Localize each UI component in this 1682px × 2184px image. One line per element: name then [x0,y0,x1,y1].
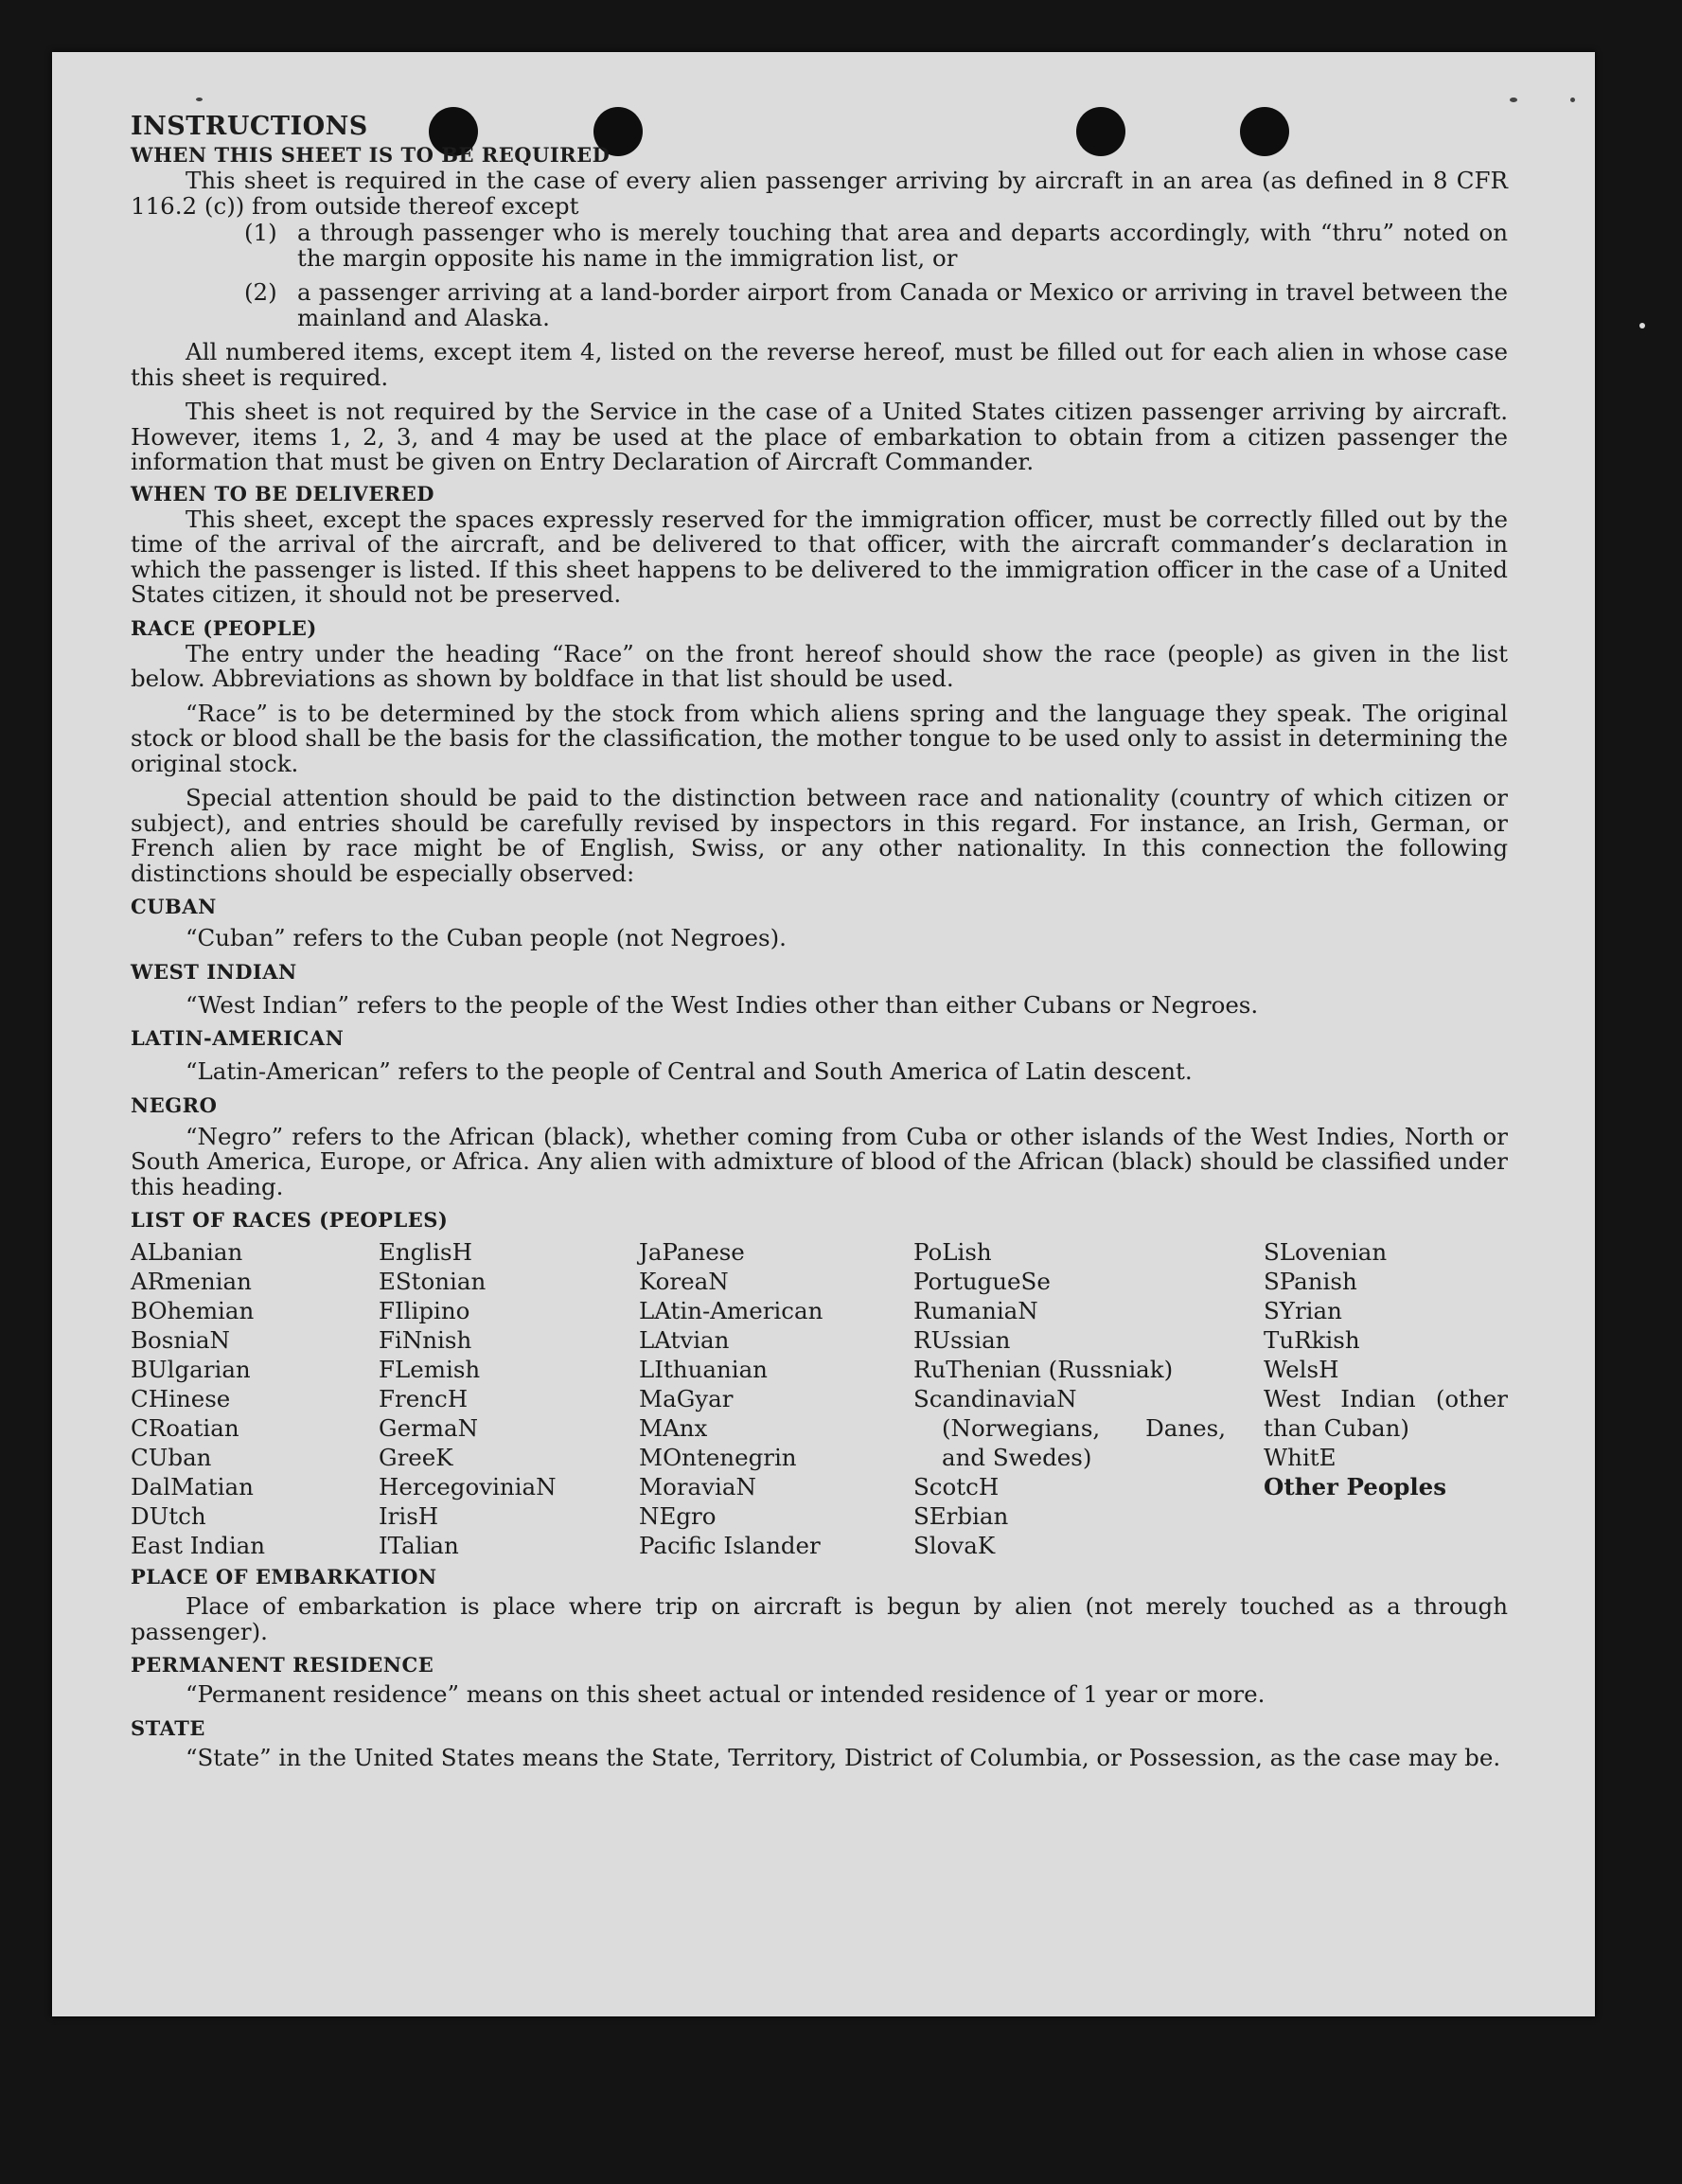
race-item: PortugueSe [913,1268,1051,1295]
race-item: SlovaK [913,1532,996,1559]
race-item: DUtch [131,1502,206,1530]
race-item: Pacific Islander [639,1532,821,1559]
race-column [639,1237,913,1560]
section-heading: RACE (PEOPLE) [131,615,317,640]
paragraph: This sheet is required in the case of every alien passenger arriving by aircraft in an area (as defined in 8 CFR 116.2 (c)) from outside thereof except [131,167,1508,220]
section-heading: STATE [131,1715,205,1740]
race-item: GreeK [379,1444,453,1471]
race-item: FLemish [379,1356,481,1383]
race-item: MoraviaN [639,1473,756,1500]
paragraph: “Permanent residence” means on this sheet actual or intended residence of 1 year or more. [186,1680,1266,1708]
race-item: ScotcH [913,1473,1000,1500]
race-item: BOhemian [131,1297,255,1324]
race-item: BUlgarian [131,1356,251,1383]
race-column [913,1237,1264,1560]
list-item [244,221,1508,271]
race-item: CUban [131,1444,212,1471]
race-item: SYrian [1264,1297,1342,1324]
race-item: DalMatian [131,1473,254,1500]
race-item: ScandinaviaN (Norwegians, Danes, and Swedes) [913,1385,1226,1471]
speck [1639,323,1645,328]
speck [196,98,203,101]
section-heading: WHEN TO BE DELIVERED [131,481,435,506]
race-item: FrencH [379,1385,469,1412]
race-item: NEgro [639,1502,717,1530]
race-item: WhitE [1264,1444,1337,1471]
item-number: (2) [244,278,277,306]
race-item: LAtvian [639,1326,730,1354]
section-heading: LATIN-AMERICAN [131,1026,345,1050]
section-heading: LIST OF RACES (PEOPLES) [131,1208,449,1232]
race-item: SPanish [1264,1268,1357,1295]
section-heading: PLACE OF EMBARKATION [131,1565,437,1589]
race-item: East Indian [131,1532,266,1559]
race-item: MOntenegrin [639,1444,797,1471]
race-item: EnglisH [379,1238,472,1266]
race-item: GermaN [379,1414,479,1442]
race-item: MaGyar [639,1385,734,1412]
race-item: BosniaN [131,1326,230,1354]
race-item: ARmenian [131,1268,252,1295]
race-item: KoreaN [639,1268,729,1295]
speck [1570,98,1575,102]
race-item: RUssian [913,1326,1011,1354]
section-heading: WHEN THIS SHEET IS TO BE REQUIRED [131,143,611,167]
race-item: ITalian [379,1532,459,1559]
race-item: ALbanian [131,1238,243,1266]
page-title: INSTRUCTIONS [131,112,368,141]
paragraph: “State” in the United States means the State, Territory, District of Columbia, or Possession, as the case may be. [186,1743,1501,1771]
race-list [131,1237,1508,1560]
race-column [379,1237,639,1560]
race-column [131,1237,379,1560]
race-item: SLovenian [1264,1238,1388,1266]
race-item: FIlipino [379,1297,470,1324]
section-heading: CUBAN [131,895,217,918]
section-heading: WEST INDIAN [131,959,297,984]
paragraph: “Negro” refers to the African (black), whether coming from Cuba or other islands of the West Indies, North or South America, Europe, or Africa. Any alien with admixture of blood of the African (black) should be classified under this heading. [131,1122,1508,1200]
race-item: RumaniaN [913,1297,1038,1324]
race-item: RuThenian (Russniak) [913,1356,1174,1383]
item-text: a through passenger who is merely touching that area and departs accordingly, with “thru” noted on the margin opposite his name in the immigration list, or [297,219,1508,272]
paragraph: “Race” is to be determined by the stock from which aliens spring and the language they speak. The original stock or blood shall be the basis for the classification, the mother tongue to be used only to assist in determining the original stock. [131,699,1508,777]
paragraph: Special attention should be paid to the distinction between race and nationality (country of which citizen or subject), and entries should be carefully revised by inspectors in this regard. For instance, an Irish, German, or French alien by race might be of English, Swiss, or any other nationality. In this connection the following distinctions should be especially observed: [131,784,1508,887]
paragraph: “West Indian” refers to the people of the West Indies other than either Cubans or Negroes. [186,990,1259,1019]
instructions-text [131,112,1508,1770]
race-item: CHinese [131,1385,231,1412]
race-item: TuRkish [1264,1326,1360,1354]
paragraph: All numbered items, except item 4, listed on the reverse hereof, must be filled out for each alien in whose case this sheet is required. [131,338,1508,391]
section-heading: NEGRO [131,1092,218,1117]
paragraph: “Cuban” refers to the Cuban people (not Negroes). [186,924,787,951]
race-item: LAtin-American [639,1297,823,1324]
list-item [244,280,1508,330]
race-item: EStonian [379,1268,487,1295]
race-item: SErbian [913,1502,1009,1530]
paragraph: Place of embarkation is place where trip on aircraft is begun by alien (not merely touched as a through passenger). [131,1592,1508,1645]
race-item: West Indian (other than Cuban) [1264,1385,1508,1442]
speck [1510,98,1517,102]
race-item: PoLish [913,1238,992,1266]
race-column [1264,1237,1508,1560]
race-item: HercegoviniaN [379,1473,557,1500]
paragraph: The entry under the heading “Race” on the front hereof should show the race (people) as given in the list below. Abbreviations as shown by boldface in that list should be used. [131,639,1508,692]
race-item: Other Peoples [1264,1473,1447,1500]
paragraph: “Latin-American” refers to the people of Central and South America of Latin descent. [186,1057,1193,1085]
race-item: JaPanese [639,1238,745,1266]
race-item: IrisH [379,1502,439,1530]
item-text: a passenger arriving at a land-border airport from Canada or Mexico or arriving in travel between the mainland and Alaska. [297,278,1508,331]
paragraph: This sheet is not required by the Service in the case of a United States citizen passenger arriving by aircraft. However, items 1, 2, 3, and 4 may be used at the place of embarkation to obtain from a citizen passenger the information that must be given on Entry Declaration of Aircraft Commander. [131,398,1508,475]
race-item: FiNnish [379,1326,472,1354]
race-item: MAnx [639,1414,708,1442]
paragraph: This sheet, except the spaces expressly reserved for the immigration officer, must be correctly filled out by the time of the arrival of the aircraft, and be delivered to that officer, with the aircraft commander’s declaration in which the passenger is listed. If this sheet happens to be delivered to the immigration officer in the case of a United States citizen, it should not be preserved. [131,505,1508,608]
section-heading: PERMANENT RESIDENCE [131,1653,434,1677]
item-number: (1) [244,219,277,246]
race-item: LIthuanian [639,1356,768,1383]
race-item: WelsH [1264,1356,1339,1383]
race-item: CRoatian [131,1414,239,1442]
